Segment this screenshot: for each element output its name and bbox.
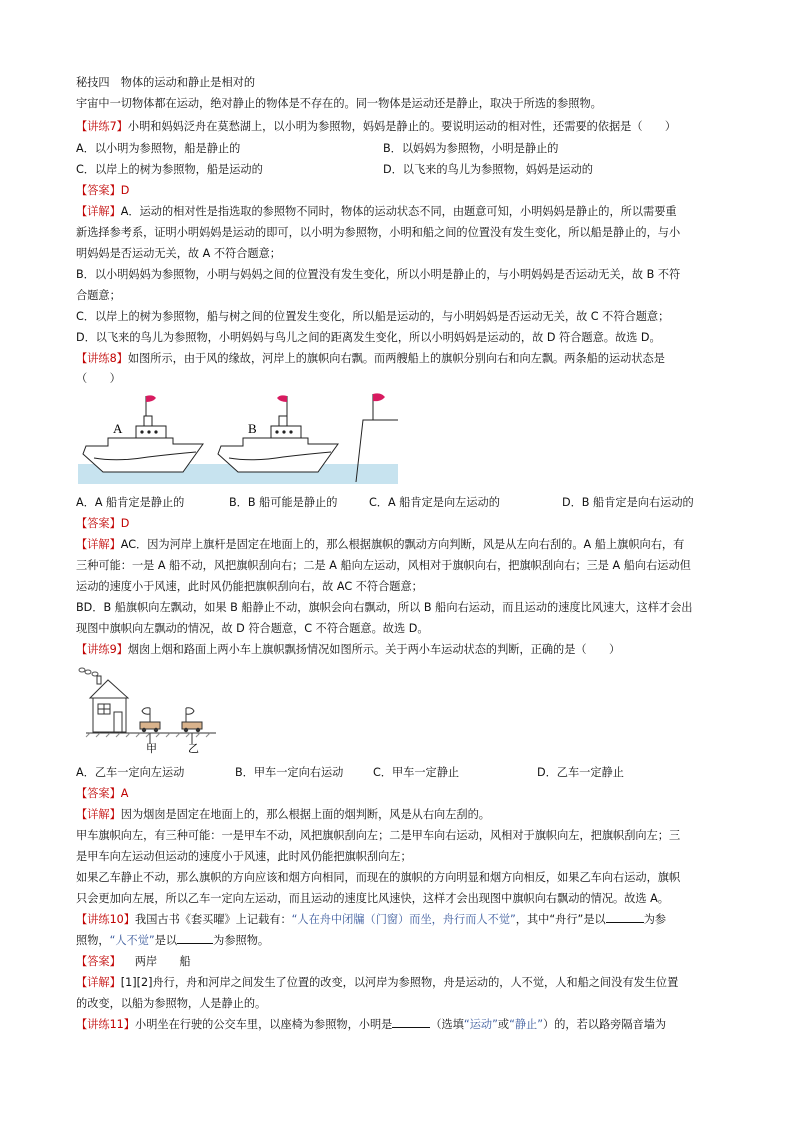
q9-stem: 【讲练9】烟囱上烟和路面上两小车上旗帜飘扬情况如图所示。关于两小车运动状态的判断，正确的是（ ）	[76, 643, 621, 656]
q9-tag: 【讲练9】	[76, 643, 128, 656]
q7-option-d: D．以飞来的鸟儿为参照物，妈妈是运动的	[383, 163, 593, 176]
q7-detail-line: 明妈妈是否运动无关，故 A 不符合题意；	[76, 247, 281, 260]
q8-stem-cont: （ ）	[76, 372, 121, 385]
q9-detail-line: 是甲车向左运动但运动的速度小于风速，此时风仍能把旗帜刮向左；	[76, 850, 412, 863]
q10-stem-cont: 照物，“人不觉”是以 为参照物。	[76, 934, 270, 947]
boat-b	[218, 395, 338, 472]
q8-answer-value: D	[120, 517, 130, 530]
q8-option-d: D．B 船肯定是向右运动的	[562, 496, 694, 509]
q8-detail-line: BD．B 船旗帜向左飘动，如果 B 船静止不动，旗帜会向右飘动，所以 B 船向右运动，而且运动的速度比风速大，这样才会出	[76, 601, 693, 614]
q7-detail-line: C．以岸上的树为参照物，船与树之间的位置发生变化，所以船是运动的，与小明妈妈是否运动无关，故 C 不符合题意；	[76, 310, 670, 323]
q7-option-c: C．以岸上的树为参照物，船是运动的	[76, 163, 263, 176]
q8-stem: 【讲练8】如图所示，由于风的缘故，河岸上的旗帜向右飘。而两艘船上的旗帜分别向右和向左飘。两条船的运动状态是	[76, 352, 665, 365]
q8-answer: 【答案】D	[76, 517, 130, 530]
intro-text: 宇宙中一切物体都在运动，绝对静止的物体是不存在的。同一物体是运动还是静止，取决于所选的参照物。	[76, 97, 602, 110]
car-yi-label: 乙	[188, 742, 199, 754]
q7-answer	[76, 182, 129, 200]
q7-option-b: B．以妈妈为参照物，小明是静止的	[383, 142, 559, 155]
q8-detail-line: 现图中旗帜向左飘动的情况，故 D 符合题意，C 不符合题意。故选 D。	[76, 622, 429, 635]
q9-option-d: D．乙车一定静止	[537, 766, 624, 779]
fill-blank[interactable]	[392, 1016, 430, 1028]
q10-detail-line: 【详解】[1][2]舟行，舟和河岸之间发生了位置的改变，以河岸为参照物，舟是运动的，人不觉，人和船之间没有发生位置	[76, 976, 679, 989]
answer-label: 【答案】	[76, 184, 121, 197]
boat-a-label: A	[113, 421, 123, 436]
q7-detail-line: 【详解】A．运动的相对性是指选取的参照物不同时，物体的运动状态不同，由题意可知，小明妈妈是静止的，所以需要重	[76, 205, 677, 218]
q10-detail-line: 的改变，以船为参照物，人是静止的。	[76, 997, 267, 1010]
q7-answer-value: D	[120, 184, 130, 197]
q10-stem: 【讲练10】我国古书《套买曜》上记载有：“人在舟中闭牖（门窗）而坐，舟行而人不觉”，其中“舟行”是以 为参	[76, 913, 667, 926]
house-cars-figure	[76, 664, 226, 754]
q9-detail-line: 如果乙车静止不动，那么旗帜的方向应该和烟方向相同，而现在的旗帜的方向明显和烟方向相反，如果乙车向右运动，旗帜	[76, 871, 681, 884]
q11-tag: 【讲练11】	[76, 1018, 135, 1031]
q8-detail-line: 【详解】AC．因为河岸上旗杆是固定在地面上的，那么根据旗帜的飘动方向判断，风是从左向右刮的。A 船上旗帜向右，有	[76, 538, 685, 551]
q9-detail-line: 【详解】因为烟囱是固定在地面上的，那么根据上面的烟判断，风是从右向左刮的。	[76, 808, 490, 821]
fill-blank[interactable]	[606, 911, 644, 923]
q8-option-b: B．B 船可能是静止的	[229, 496, 338, 509]
q8-tag: 【讲练8】	[76, 352, 128, 365]
q7-stem-text: 小明和妈妈泛舟在莫愁湖上，以小明为参照物，妈妈是静止的。要说明运动的相对性，还需要的依据是（ ）	[127, 120, 677, 133]
car-jia	[140, 708, 160, 732]
q8-option-a: A．A 船肯定是静止的	[76, 496, 185, 509]
q9-detail-line: 只会更加向左展，所以乙车一定向左运动，而且运动的速度比风速快，这样才会出现图中旗帜向右飘动的情况。故选 A。	[76, 892, 669, 905]
q7-option-a: A．以小明为参照物，船是静止的	[76, 142, 241, 155]
q7-detail-line: D．以飞来的鸟儿为参照物，小明妈妈与鸟儿之间的距离发生变化，所以小明妈妈是运动的，故 D 符合题意。故选 D。	[76, 331, 661, 344]
house-roof	[90, 680, 128, 698]
q11-stem: 【讲练11】小明坐在行驶的公交车里，以座椅为参照物，小明是 （选填“运动”或“静止”）的，若以路旁隔音墙为	[76, 1018, 667, 1031]
q7-detail-line: 新选择参考系，证明小明妈妈是运动的即可，以小明为参照物，小明和船之间的位置没有发生变化，所以船是静止的，与小	[76, 226, 681, 239]
boat-a	[83, 395, 203, 472]
q10-answer-value: 两岸 船	[134, 955, 191, 968]
q9-answer: 【答案】A	[76, 787, 129, 800]
q7-detail-line: 合题意；	[76, 289, 121, 302]
fill-blank[interactable]	[177, 932, 213, 944]
q9-answer-value: A	[120, 787, 129, 800]
section-title: 秘技四 物体的运动和静止是相对的	[76, 76, 256, 89]
boat-b-label: B	[248, 421, 257, 436]
boats-figure	[78, 392, 400, 484]
q8-detail-line: 运动的速度小于风速，此时风仍能把旗帜刮向右，故 AC 不符合题意；	[76, 580, 423, 593]
q9-option-c: C．甲车一定静止	[373, 766, 460, 779]
q9-detail-line: 甲车旗帜向左，有三种可能：一是甲车不动，风把旗帜刮向左；二是甲车向右运动，风相对于旗帜向左，把旗帜刮向左；三	[76, 829, 681, 842]
smoke	[79, 668, 98, 676]
q7-stem	[76, 118, 676, 136]
chimney	[97, 676, 101, 684]
q9-option-b: B．甲车一定向右运动	[235, 766, 344, 779]
q8-option-c: C．A 船肯定是向左运动的	[369, 496, 500, 509]
q10-tag: 【讲练10】	[76, 913, 135, 926]
q7-tag: 【讲练7】	[76, 120, 128, 133]
q9-option-a: A．乙车一定向左运动	[76, 766, 185, 779]
car-jia-label: 甲	[146, 742, 157, 754]
q10-answer: 【答案】 两岸 船	[76, 955, 191, 968]
house	[93, 698, 126, 732]
q7-detail-line: B．以小明妈妈为参照物，小明与妈妈之间的位置没有发生变化，所以小明是静止的，与小明妈妈是否运动无关，故 B 不符	[76, 268, 681, 281]
car-yi	[182, 708, 202, 732]
q8-detail-line: 三种可能：一是 A 船不动，风把旗帜刮向右；二是 A 船向左运动，风相对于旗帜向右，把旗帜刮向右；三是 A 船向右运动但	[76, 559, 691, 572]
detail-label: 【详解】	[76, 205, 121, 218]
